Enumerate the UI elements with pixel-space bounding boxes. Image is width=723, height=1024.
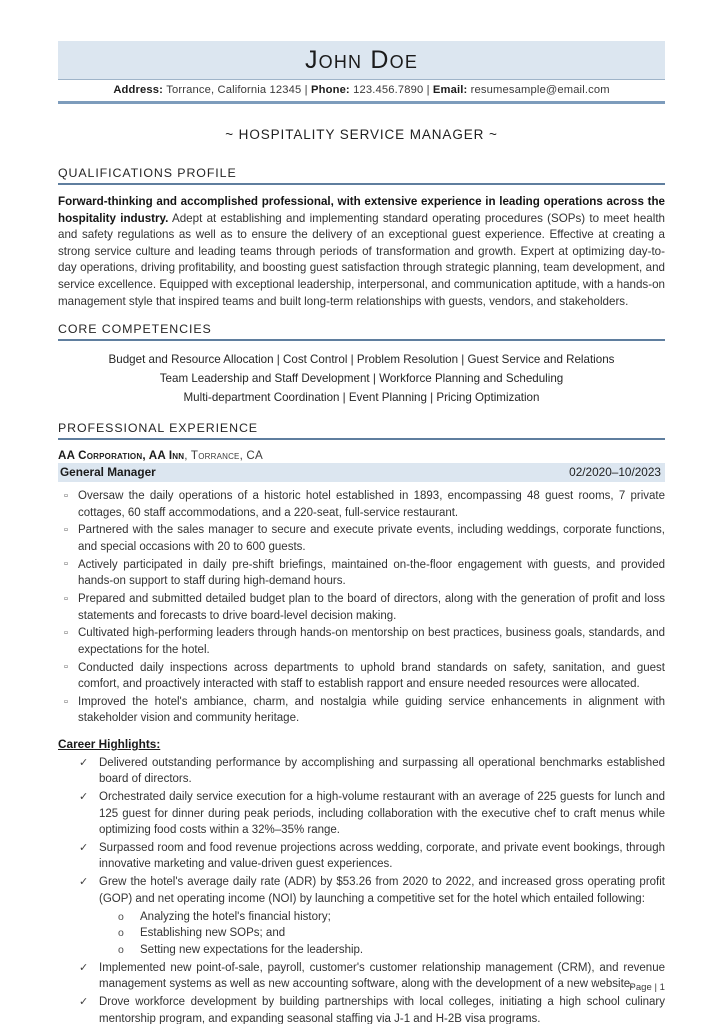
list-item: ✓ Orchestrated daily service execution for a high-volume restaurant with an average of 225 guests for lunch and 125 guest for dinner during peak periods, including collaboration with the executive chef to craft menus while optimizing food costs within a 32%–35% range.: [58, 789, 665, 838]
target-job-title: ~ HOSPITALITY SERVICE MANAGER ~: [225, 127, 498, 142]
contact-line: [58, 79, 665, 104]
email-label: Email:: [432, 84, 468, 96]
address-value: Torrance, California 12345: [166, 84, 302, 96]
section-heading-competencies: CORE COMPETENCIES: [58, 322, 665, 341]
list-item: ✓ Implemented new point-of-sale, payroll, customer's customer relationship management (CRM), and revenue management systems as well as new accounting software, along with the development of a new website.: [58, 960, 665, 993]
career-highlights-list: [58, 755, 665, 907]
list-item: ✓ Surpassed room and food revenue projections across wedding, corporate, and private event bookings, through innovative marketing and value-driven guest experiences.: [58, 840, 665, 873]
list-item: ▫ Actively participated in daily pre-shift briefings, maintained on-the-floor engagement with guests, and provided hands-on support to staff during high-demand hours.: [58, 557, 665, 590]
list-item: ▫ Prepared and submitted detailed budget plan to the board of directors, along with the generation of profit and loss statements and forecasts to drive board-level decision making.: [58, 591, 665, 624]
phone-value: 123.456.7890: [353, 84, 424, 96]
competency-line: Multi-department Coordination | Event Planning | Pricing Optimization: [183, 391, 540, 405]
list-item: ▫ Partnered with the sales manager to secure and execute private events, including weddings, corporate functions, and special occasions with 20 to 600 guests.: [58, 522, 665, 555]
list-item: ▫ Oversaw the daily operations of a historic hotel established in 1893, encompassing 48 guest rooms, 7 private cottages, 60 staff accommodations, and a 220-seat, full-service restaurant.: [58, 488, 665, 521]
email-value[interactable]: resumesample@email.com: [470, 84, 610, 96]
name-banner: [58, 41, 665, 79]
list-item: ✓ Drove workforce development by building partnerships with local colleges, initiating a high school culinary mentorship program, and expanding seasonal staffing via J-1 and H-2B visa programs.: [58, 994, 665, 1024]
section-heading-experience: PROFESSIONAL EXPERIENCE: [58, 421, 665, 440]
competency-line: Team Leadership and Staff Development | Workforce Planning and Scheduling: [159, 372, 564, 386]
job-title-bar: [58, 463, 665, 482]
contact-separator-1: |: [304, 84, 308, 96]
company-line: [58, 449, 665, 462]
page-footer: Page | 1: [629, 982, 665, 993]
qualifications-paragraph: [58, 194, 665, 310]
list-item: o Analyzing the hotel's financial history;: [58, 909, 665, 926]
section-heading-qualifications: QUALIFICATIONS PROFILE: [58, 166, 665, 185]
qualifications-lead: Forward-thinking and accomplished professional, with extensive experience in leading operations across the hospitality industry.: [58, 195, 665, 225]
career-highlights-heading: Career Highlights:: [58, 736, 161, 751]
phone-label: Phone:: [311, 84, 350, 96]
list-item: ✓ Grew the hotel's average daily rate (ADR) by $53.26 from 2020 to 2022, and increased gross operating profit (GOP) and net operating income (NOI) by launching a competitive set for the hotel which entailed following:: [58, 874, 665, 907]
list-item: ▫ Improved the hotel's ambiance, charm, and nostalgia while guiding service enhancements in alignment with stakeholder vision and community heritage.: [58, 694, 665, 727]
company-location: Torrance, CA: [190, 449, 263, 463]
company-name: AA Corporation, AA Inn: [58, 449, 185, 463]
company-location-separator: ,: [184, 449, 191, 463]
list-item: o Establishing new SOPs; and: [58, 925, 665, 942]
career-highlight-sublist: [58, 909, 665, 959]
address-label: Address:: [113, 84, 164, 96]
list-item: ▫ Cultivated high-performing leaders through hands-on mentorship on best practices, business goals, standards, and expectations for the hotel.: [58, 625, 665, 658]
competencies-list: [58, 350, 665, 407]
list-item: ▫ Conducted daily inspections across departments to uphold brand standards on safety, sanitation, and guest comfort, and proactively interacted with staff to establish rapport and ensure needed resources were allocated.: [58, 660, 665, 693]
competency-line: Budget and Resource Allocation | Cost Control | Problem Resolution | Guest Service and Relations: [108, 353, 615, 367]
contact-separator-2: |: [426, 84, 430, 96]
employment-dates: 02/2020–10/2023: [569, 465, 661, 480]
list-item: ✓ Delivered outstanding performance by accomplishing and surpassing all operational benchmarks established board of directors.: [58, 755, 665, 788]
experience-bullet-list: [58, 488, 665, 727]
qualifications-body: Adept at establishing and implementing standard operating procedures (SOPs) to meet health and safety regulations as well as to ensure the delivery of an exceptional guest experience. Effective at creating a strong service culture and leading teams through periods of transformation and growth. Expert at optimizing day-to-day operations, driving profitability, and boosting guest satisfaction through strategic planning, team development, and service excellence. Equipped with exceptional leadership, interpersonal, and communication aptitude, with a hands-on management style that inspired teams and built long-term relationships with guests, vendors, and stakeholders.: [58, 211, 665, 308]
job-title: General Manager: [60, 465, 156, 480]
candidate-name: John Doe: [304, 45, 419, 74]
list-item: o Setting new expectations for the leadership.: [58, 942, 665, 959]
career-highlights-list-continued: [58, 960, 665, 1024]
